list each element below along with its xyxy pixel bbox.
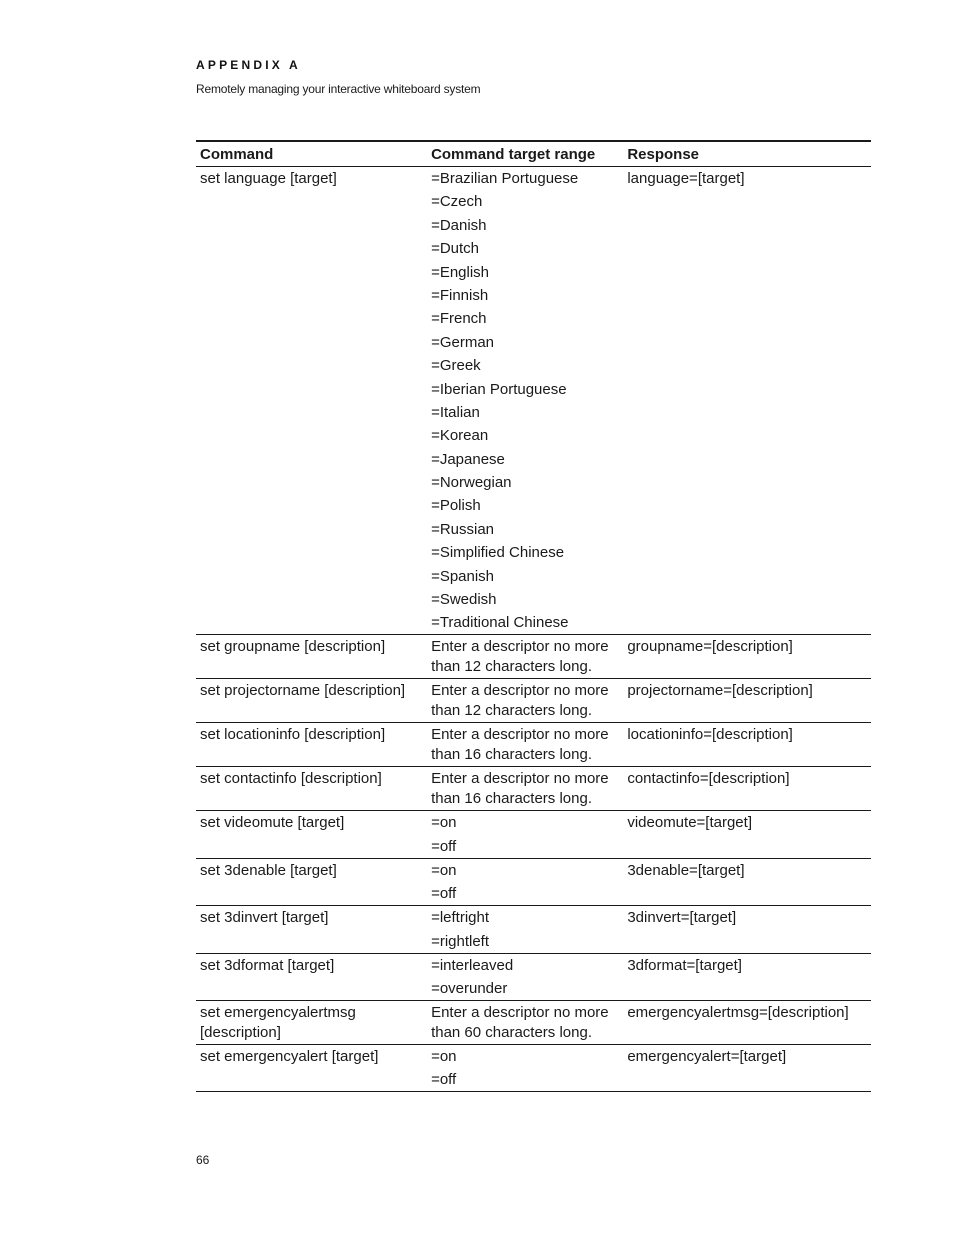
response-cell: videomute=[target]: [627, 814, 752, 832]
command-line: set emergencyalertmsg: [200, 1003, 356, 1021]
appendix-label: APPENDIX A: [196, 58, 301, 72]
range-description-line: Enter a descriptor no more: [431, 682, 609, 700]
range-description-line: than 60 characters long.: [431, 1023, 592, 1041]
range-value: =off: [431, 1071, 457, 1089]
command-table: [196, 140, 871, 1092]
range-cell: [427, 953, 623, 1000]
command-cell: set groupname [description]: [200, 638, 386, 656]
table-row: [196, 767, 871, 811]
response-cell: locationinfo=[description]: [627, 726, 793, 744]
table-row: [196, 953, 871, 1000]
command-cell: set contactinfo [description]: [200, 770, 382, 788]
table-header-row: [196, 141, 871, 167]
range-value: =Finnish: [431, 286, 489, 304]
range-value: =Dutch: [431, 240, 480, 258]
range-value: =Japanese: [431, 450, 505, 468]
range-value: =Iberian Portuguese: [431, 380, 567, 398]
response-cell: groupname=[description]: [627, 638, 793, 656]
command-cell: set emergencyalert [target]: [200, 1047, 379, 1065]
response-cell: 3dformat=[target]: [627, 956, 742, 974]
range-cell: [427, 1044, 623, 1091]
range-description-line: Enter a descriptor no more: [431, 1003, 609, 1021]
range-value: =off: [431, 837, 457, 855]
table-row: [196, 679, 871, 723]
command-cell: set locationinfo [description]: [200, 726, 386, 744]
table-row: [196, 858, 871, 905]
range-description-line: Enter a descriptor no more: [431, 770, 609, 788]
range-value: =Italian: [431, 403, 480, 421]
column-header-target-range: Command target range: [431, 146, 596, 163]
table-row: [196, 635, 871, 679]
range-value: =English: [431, 263, 490, 281]
table-row: [196, 723, 871, 767]
page-number: 66: [196, 1153, 210, 1167]
range-cell: [427, 167, 623, 635]
range-cell: [427, 858, 623, 905]
command-cell: set 3denable [target]: [200, 861, 337, 879]
range-value: =off: [431, 885, 457, 903]
range-description-line: Enter a descriptor no more: [431, 638, 609, 656]
table-row: [196, 906, 871, 953]
range-value: =Polish: [431, 497, 481, 515]
response-cell: language=[target]: [627, 170, 745, 187]
range-value: =Greek: [431, 357, 481, 375]
range-cell: [427, 811, 623, 858]
range-cell: [427, 679, 623, 723]
table-row: [196, 1000, 871, 1044]
range-cell: [427, 767, 623, 811]
range-value: =French: [431, 310, 487, 328]
range-description-line: Enter a descriptor no more: [431, 726, 609, 744]
range-cell: [427, 1000, 623, 1044]
range-value: =interleaved: [431, 956, 514, 974]
range-value: =overunder: [431, 979, 508, 997]
range-cell: [427, 906, 623, 953]
range-value: =Spanish: [431, 567, 495, 585]
range-value: =on: [431, 861, 457, 879]
range-value: =Simplified Chinese: [431, 544, 565, 562]
range-description-line: than 16 characters long.: [431, 790, 592, 808]
range-value: =on: [431, 1047, 457, 1065]
table-row: [196, 167, 871, 635]
command-cell: set videomute [target]: [200, 814, 345, 832]
table-row: [196, 811, 871, 858]
column-header-command: Command: [200, 146, 274, 163]
response-cell: emergencyalert=[target]: [627, 1047, 787, 1065]
range-value: =Norwegian: [431, 474, 512, 492]
range-description-line: than 12 characters long.: [431, 658, 592, 676]
range-value: =rightleft: [431, 932, 490, 950]
range-description-line: than 16 characters long.: [431, 746, 592, 764]
chapter-subtitle: Remotely managing your interactive whiteboard system: [196, 82, 481, 96]
range-value: =Swedish: [431, 591, 497, 609]
command-cell: set projectorname [description]: [200, 682, 406, 700]
command-cell: [196, 1000, 427, 1044]
command-line: [description]: [200, 1023, 281, 1041]
range-value: =on: [431, 814, 457, 832]
range-value: =Korean: [431, 427, 489, 445]
range-value: =Czech: [431, 193, 483, 211]
range-description-line: than 12 characters long.: [431, 702, 592, 720]
response-cell: 3dinvert=[target]: [627, 909, 737, 927]
range-cell: [427, 635, 623, 679]
response-cell: emergencyalertmsg=[description]: [627, 1003, 849, 1021]
range-value: =leftright: [431, 909, 490, 927]
command-cell: set language [target]: [200, 170, 337, 187]
column-header-response: Response: [627, 146, 700, 163]
range-value: =Russian: [431, 520, 495, 538]
range-value: =Danish: [431, 216, 487, 234]
command-cell: set 3dinvert [target]: [200, 909, 329, 927]
range-value: =Brazilian Portuguese: [431, 170, 579, 187]
response-cell: projectorname=[description]: [627, 682, 813, 700]
response-cell: contactinfo=[description]: [627, 770, 790, 788]
range-cell: [427, 723, 623, 767]
range-value: =German: [431, 333, 495, 351]
response-cell: 3denable=[target]: [627, 861, 745, 879]
command-cell: set 3dformat [target]: [200, 956, 335, 974]
table-row: [196, 1044, 871, 1091]
range-value: =Traditional Chinese: [431, 614, 569, 632]
